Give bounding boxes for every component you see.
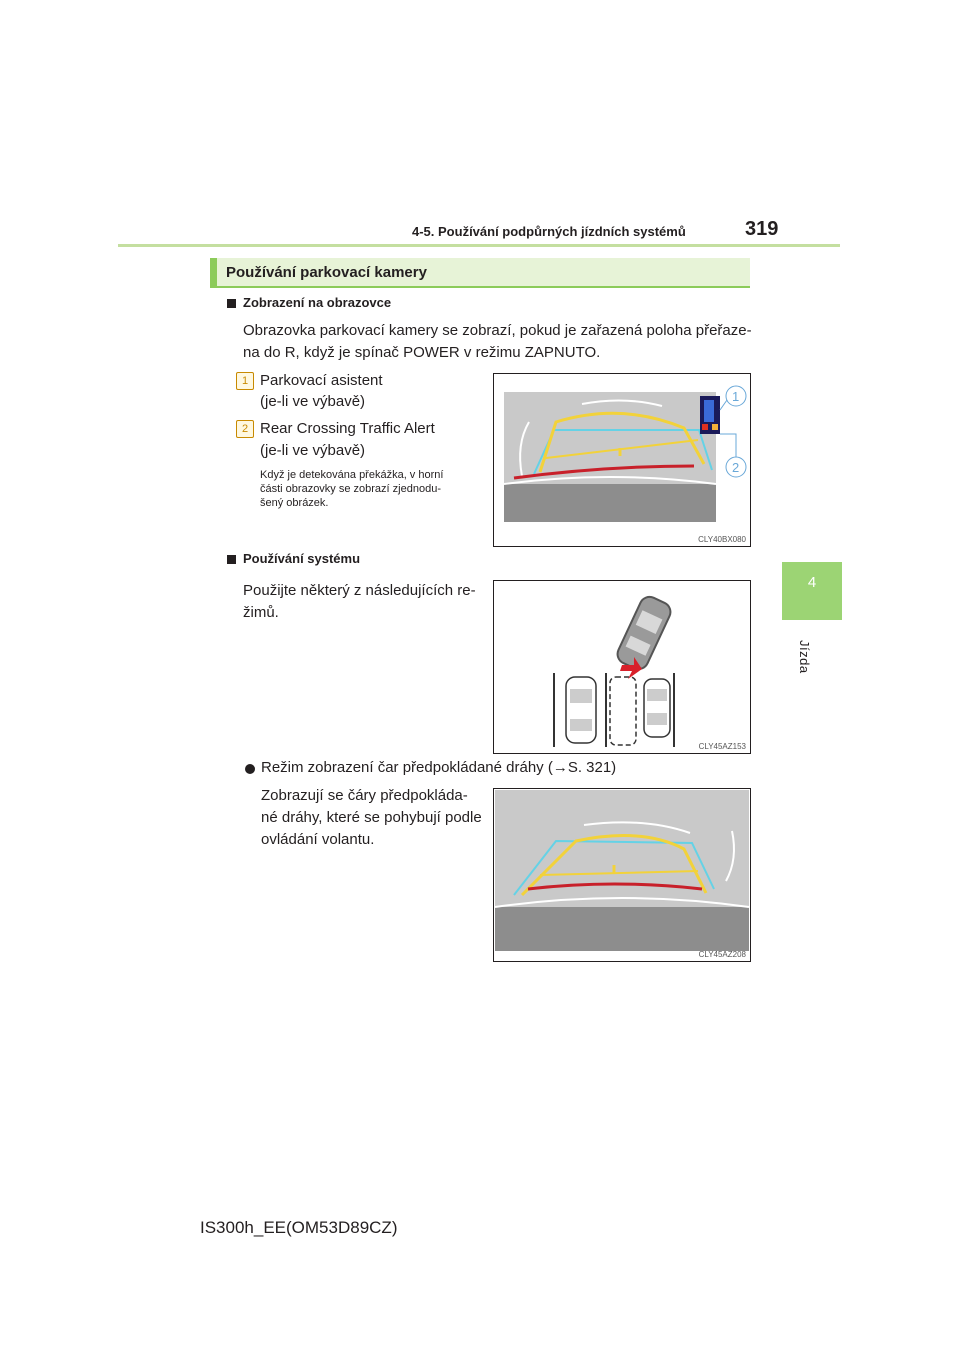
footer-model-code: IS300h_EE(OM53D89CZ) [200,1218,398,1237]
item-1-line1: Parkovací asistent [260,372,383,389]
chapter-tab [782,562,842,620]
camera-screen-figure [493,373,751,547]
item-2-line1: Rear Crossing Traffic Alert [260,420,435,437]
callout-1-label: 1 [732,389,740,404]
parking-diagram-figure [493,580,751,754]
mode-desc-line2: né dráhy, které se pohybují podle [261,809,482,826]
figure-code: CLY45AZ153 [698,742,746,751]
mode-desc-line3: ovládání volantu. [261,831,375,848]
header-divider [118,244,840,247]
section-title: Používání parkovací kamery [226,264,427,281]
usage-text-line1: Použijte některý z následujících re- [243,582,476,599]
note-line3: šený obrázek. [260,497,329,509]
chapter-tab-number: 4 [807,574,817,591]
usage-heading: Používání systému [243,551,361,566]
item-number-badge: 2 [236,420,254,438]
mode-bullet-text: Režim zobrazení čar předpokládané dráhy (→S. 321) [261,759,617,776]
display-text-line1: Obrazovka parkovací kamery se zobrazí, pokud je zařazená poloha přeřaze- [243,322,752,339]
callout-2-label: 2 [732,460,740,475]
item-1-line2: (je-li ve výbavě) [260,393,366,410]
note-line2: části obrazovky se zobrazí zjednodu- [260,483,441,495]
mode-desc-line1: Zobrazují se čáry předpokláda- [261,787,468,804]
parking-diagram-illustration [494,581,750,753]
square-bullet-icon [227,299,236,308]
note-line1: Když je detekována překážka, v horní [260,469,444,481]
guide-lines-illustration [494,789,750,961]
display-text-line2: na do R, když je spínač POWER v režimu ZAPNUTO. [243,344,601,361]
figure-code: CLY40BX080 [698,535,746,544]
round-bullet-icon [245,764,255,774]
square-bullet-icon [227,555,236,564]
camera-screen-illustration [494,374,750,546]
guide-lines-figure [493,788,751,962]
chapter-title: 4-5. Používání podpůrných jízdních systémů [412,224,686,239]
page-number: 319 [745,218,779,240]
figure-code: CLY45AZ208 [698,950,746,959]
chapter-tab-label: Jízda [797,640,812,674]
usage-text-line2: žimů. [243,604,279,621]
item-number-badge: 1 [236,372,254,390]
display-heading: Zobrazení na obrazovce [243,295,392,310]
item-2-line2: (je-li ve výbavě) [260,442,366,459]
